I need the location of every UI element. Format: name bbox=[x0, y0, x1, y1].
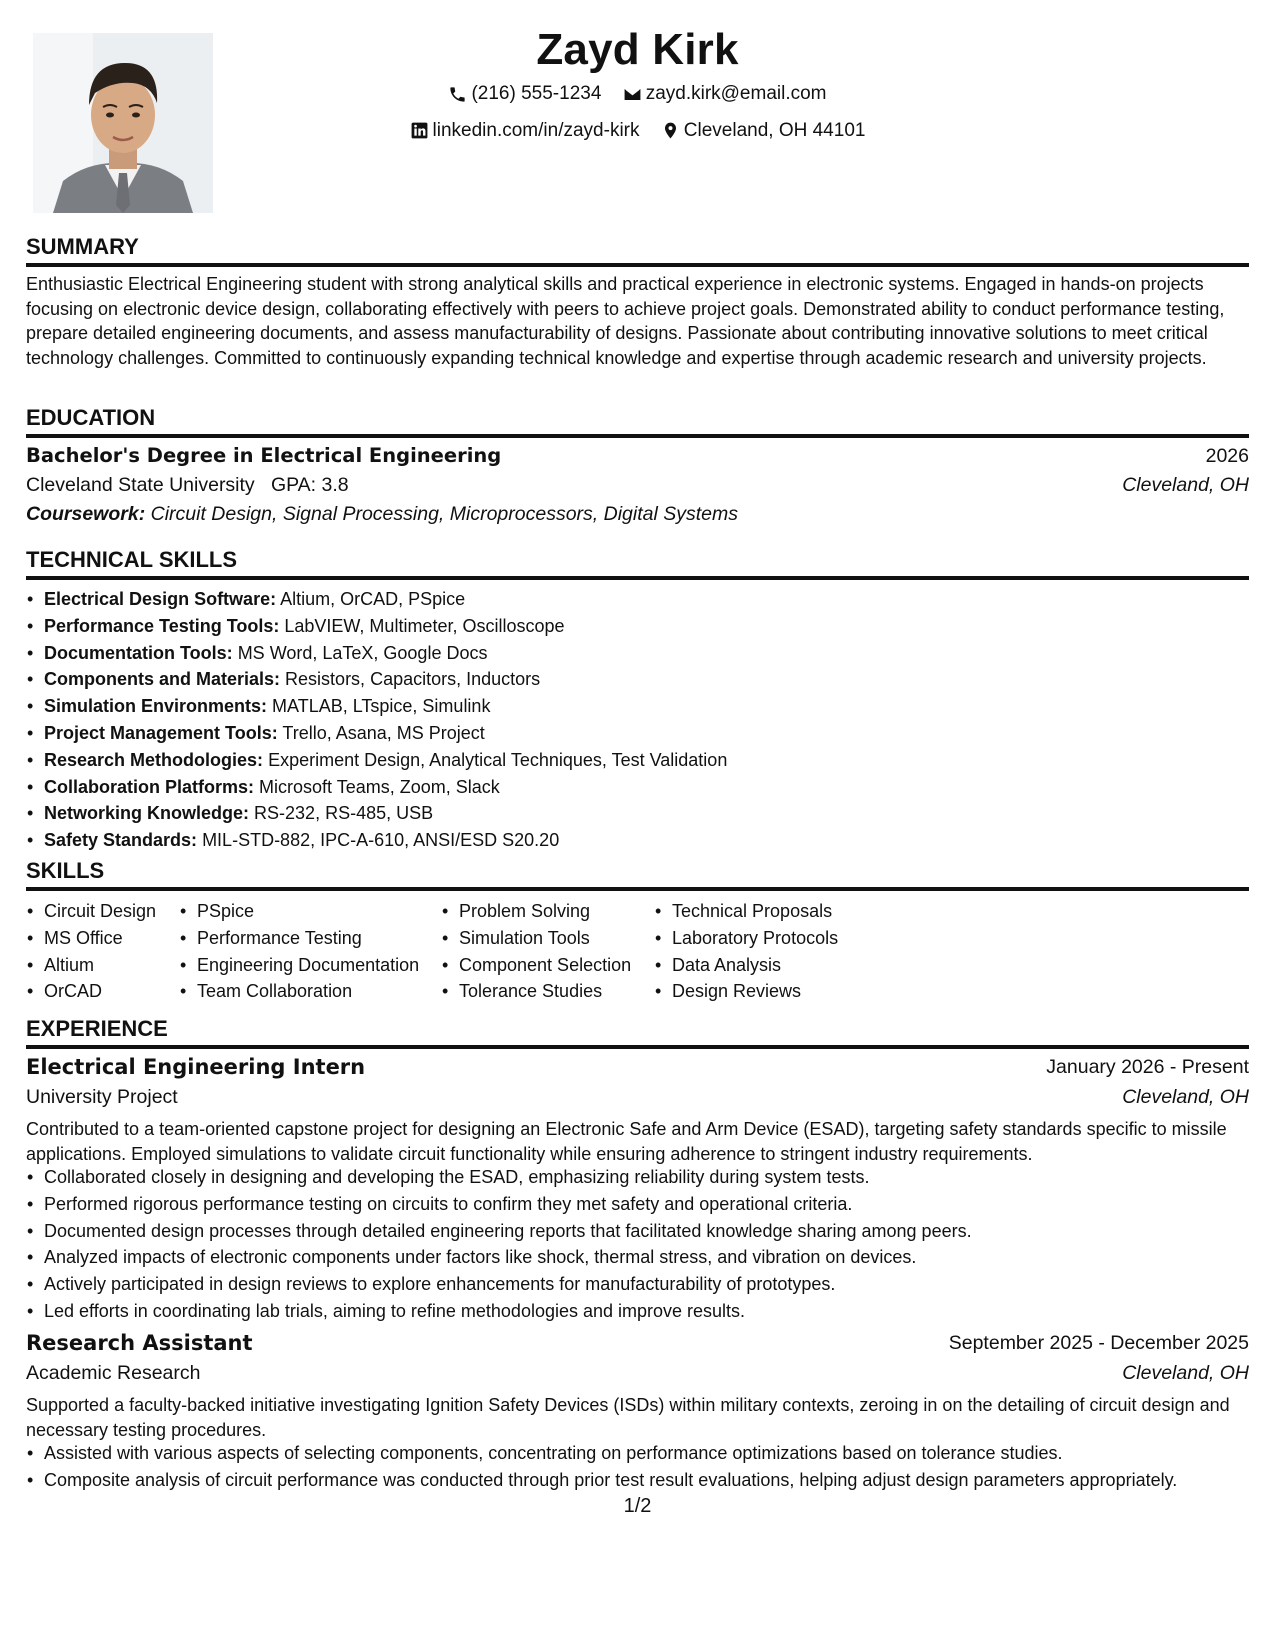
school-name: Cleveland State University bbox=[26, 474, 255, 496]
skill-item: • Team Collaboration bbox=[197, 978, 419, 1005]
technical-skills-heading: TECHNICAL SKILLS bbox=[26, 546, 1249, 580]
skill-item: • OrCAD bbox=[44, 978, 156, 1005]
degree-row bbox=[26, 441, 1249, 471]
skill-item: • Data Analysis bbox=[672, 952, 838, 979]
phone-icon bbox=[448, 85, 467, 104]
envelope-icon bbox=[623, 85, 642, 104]
technical-skill-item bbox=[44, 666, 727, 693]
job-1-dates: January 2026 - Present bbox=[1046, 1056, 1249, 1078]
skill-item: • Simulation Tools bbox=[459, 925, 631, 952]
skill-item: • Technical Proposals bbox=[672, 898, 838, 925]
skills-column bbox=[26, 898, 156, 1005]
skill-item: • Engineering Documentation bbox=[197, 952, 419, 979]
summary-text: Enthusiastic Electrical Engineering student with strong analytical skills and practical experience in electronic systems. Engaged in hands-on projects focusing on electronic device design, collaborating effectively with peers to achieve project goals. Demonstrated ability to conduct performance testing, prepare detailed engineering documents, and assess manufacturability of designs. Passionate about contributing innovative solutions to meet critical technology challenges. Committed to continuously expanding technical knowledge and expertise through academic research and university projects. bbox=[26, 274, 1225, 368]
skills-heading: SKILLS bbox=[26, 857, 1249, 891]
job-bullet: • Actively participated in design reviews to explore enhancements for manufacturability of prototypes. bbox=[44, 1271, 972, 1298]
skill-item: • PSpice bbox=[197, 898, 419, 925]
technical-skill-item bbox=[44, 720, 727, 747]
technical-skill-item bbox=[44, 827, 727, 854]
job-1-title: Electrical Engineering Intern bbox=[26, 1055, 366, 1079]
job-2-bullets bbox=[26, 1440, 1177, 1494]
technical-skill-value: MS Word, LaTeX, Google Docs bbox=[237, 642, 488, 663]
job-1-description: Contributed to a team-oriented capstone project for designing an Electronic Safe and Arm Device (ESAD), targeting safety standards specific to missile applications. Employed simulations to validate circuit functionality while ensuring adherence to stringent industry requirements. bbox=[26, 1119, 1227, 1164]
linkedin-contact[interactable] bbox=[410, 115, 640, 147]
technical-skill-value: Experiment Design, Analytical Techniques, Test Validation bbox=[268, 749, 728, 770]
school-location: Cleveland, OH bbox=[1122, 474, 1249, 496]
technical-skill-value: Microsoft Teams, Zoom, Slack bbox=[259, 776, 500, 797]
linkedin-text: linkedin.com/in/zayd-kirk bbox=[432, 119, 640, 141]
summary-heading: SUMMARY bbox=[26, 233, 1249, 267]
skills-column bbox=[441, 898, 631, 1005]
email-contact[interactable] bbox=[623, 78, 827, 110]
technical-skill-item bbox=[44, 586, 727, 613]
job-1-location: Cleveland, OH bbox=[1122, 1086, 1249, 1108]
experience-heading: EXPERIENCE bbox=[26, 1015, 1249, 1049]
technical-skills-list bbox=[26, 586, 727, 854]
job-bullet: • Collaborated closely in designing and developing the ESAD, emphasizing reliability during system tests. bbox=[44, 1164, 972, 1191]
skills-column bbox=[654, 898, 838, 1005]
technical-skill-item bbox=[44, 640, 727, 667]
gpa: GPA: 3.8 bbox=[270, 474, 349, 496]
technical-skill-label: Collaboration Platforms: bbox=[44, 776, 255, 797]
candidate-name: Zayd Kirk bbox=[536, 25, 739, 74]
skill-item: • Component Selection bbox=[459, 952, 631, 979]
technical-skill-label: Simulation Environments: bbox=[44, 696, 268, 717]
job-2-description: Supported a faculty-backed initiative investigating Ignition Safety Devices (ISDs) within military contexts, zeroing in on the detailing of circuit design and necessary testing procedures. bbox=[26, 1395, 1230, 1440]
phone-text: (216) 555-1234 bbox=[471, 83, 602, 104]
job-1-bullets bbox=[26, 1164, 972, 1325]
school-row bbox=[26, 470, 1249, 500]
job-2-header bbox=[26, 1328, 1249, 1358]
technical-skill-item bbox=[44, 693, 727, 720]
coursework-list: Circuit Design, Signal Processing, Microprocessors, Digital Systems bbox=[150, 503, 738, 525]
job-2-subheader bbox=[26, 1358, 1249, 1388]
resume-header bbox=[0, 22, 1275, 151]
linkedin-icon bbox=[410, 121, 429, 140]
technical-skill-label: Performance Testing Tools: bbox=[44, 615, 280, 636]
technical-skill-value: Altium, OrCAD, PSpice bbox=[280, 589, 466, 609]
job-2-location: Cleveland, OH bbox=[1122, 1362, 1249, 1384]
skills-column bbox=[179, 898, 419, 1005]
job-1-header bbox=[26, 1052, 1249, 1082]
degree-title: Bachelor's Degree in Electrical Engineering bbox=[26, 444, 502, 467]
technical-skill-value: RS-232, RS-485, USB bbox=[254, 803, 434, 824]
contact-line-2 bbox=[0, 115, 1275, 152]
location-text: Cleveland, OH 44101 bbox=[683, 119, 866, 141]
skill-item: • Circuit Design bbox=[44, 898, 156, 925]
job-2-dates: September 2025 - December 2025 bbox=[948, 1332, 1249, 1354]
technical-skill-item bbox=[44, 774, 727, 801]
job-2-org: Academic Research bbox=[26, 1362, 201, 1384]
job-2-title: Research Assistant bbox=[26, 1331, 253, 1355]
technical-skill-item bbox=[44, 747, 727, 774]
location-contact bbox=[661, 115, 866, 147]
technical-skill-value: LabVIEW, Multimeter, Oscilloscope bbox=[284, 615, 565, 636]
technical-skill-label: Safety Standards: bbox=[44, 830, 198, 851]
job-bullet: • Composite analysis of circuit performance was conducted through prior test result evaluations, helping adjust design parameters appropriately. bbox=[44, 1467, 1177, 1494]
job-bullet: • Documented design processes through detailed engineering reports that facilitated knowledge sharing among peers. bbox=[44, 1218, 972, 1245]
technical-skill-value: MIL-STD-882, IPC-A-610, ANSI/ESD S20.20 bbox=[202, 830, 560, 851]
technical-skill-label: Components and Materials: bbox=[44, 669, 281, 690]
job-bullet: • Assisted with various aspects of selecting components, concentrating on performance optimizations based on tolerance studies. bbox=[44, 1440, 1177, 1467]
page-number: 1/2 bbox=[623, 1495, 652, 1517]
technical-skill-label: Research Methodologies: bbox=[44, 749, 264, 770]
job-1-subheader bbox=[26, 1082, 1249, 1112]
skill-item: • Altium bbox=[44, 952, 156, 979]
phone-contact[interactable] bbox=[448, 78, 601, 110]
technical-skill-label: Networking Knowledge: bbox=[44, 803, 250, 824]
technical-skill-label: Electrical Design Software: bbox=[44, 589, 277, 609]
technical-skill-label: Documentation Tools: bbox=[44, 642, 233, 663]
technical-skill-value: Resistors, Capacitors, Inductors bbox=[285, 669, 541, 690]
job-bullet: • Performed rigorous performance testing on circuits to confirm they met safety and operational criteria. bbox=[44, 1191, 972, 1218]
technical-skill-value: MATLAB, LTspice, Simulink bbox=[272, 696, 491, 717]
skill-item: • Tolerance Studies bbox=[459, 978, 631, 1005]
skill-item: • Performance Testing bbox=[197, 925, 419, 952]
map-pin-icon bbox=[661, 121, 680, 140]
technical-skill-value: Trello, Asana, MS Project bbox=[282, 722, 485, 743]
technical-skill-label: Project Management Tools: bbox=[44, 722, 278, 743]
coursework-label: Coursework: bbox=[26, 503, 146, 525]
coursework bbox=[26, 499, 738, 529]
technical-skill-item bbox=[44, 800, 727, 827]
skill-item: • MS Office bbox=[44, 925, 156, 952]
job-bullet: • Analyzed impacts of electronic components under factors like shock, thermal stress, and vibration on devices. bbox=[44, 1244, 972, 1271]
skill-item: • Design Reviews bbox=[672, 978, 838, 1005]
skill-item: • Problem Solving bbox=[459, 898, 631, 925]
email-text: zayd.kirk@email.com bbox=[645, 83, 827, 104]
coursework-row bbox=[26, 499, 1249, 529]
skill-item: • Laboratory Protocols bbox=[672, 925, 838, 952]
education-heading: EDUCATION bbox=[26, 404, 1249, 438]
school-info bbox=[26, 470, 349, 500]
graduation-year: 2026 bbox=[1205, 445, 1249, 467]
skills-grid bbox=[26, 898, 1249, 1008]
job-bullet: • Led efforts in coordinating lab trials, aiming to refine methodologies and improve results. bbox=[44, 1298, 972, 1325]
contact-line-1 bbox=[0, 78, 1275, 115]
job-1-org: University Project bbox=[26, 1086, 178, 1108]
technical-skill-item bbox=[44, 613, 727, 640]
